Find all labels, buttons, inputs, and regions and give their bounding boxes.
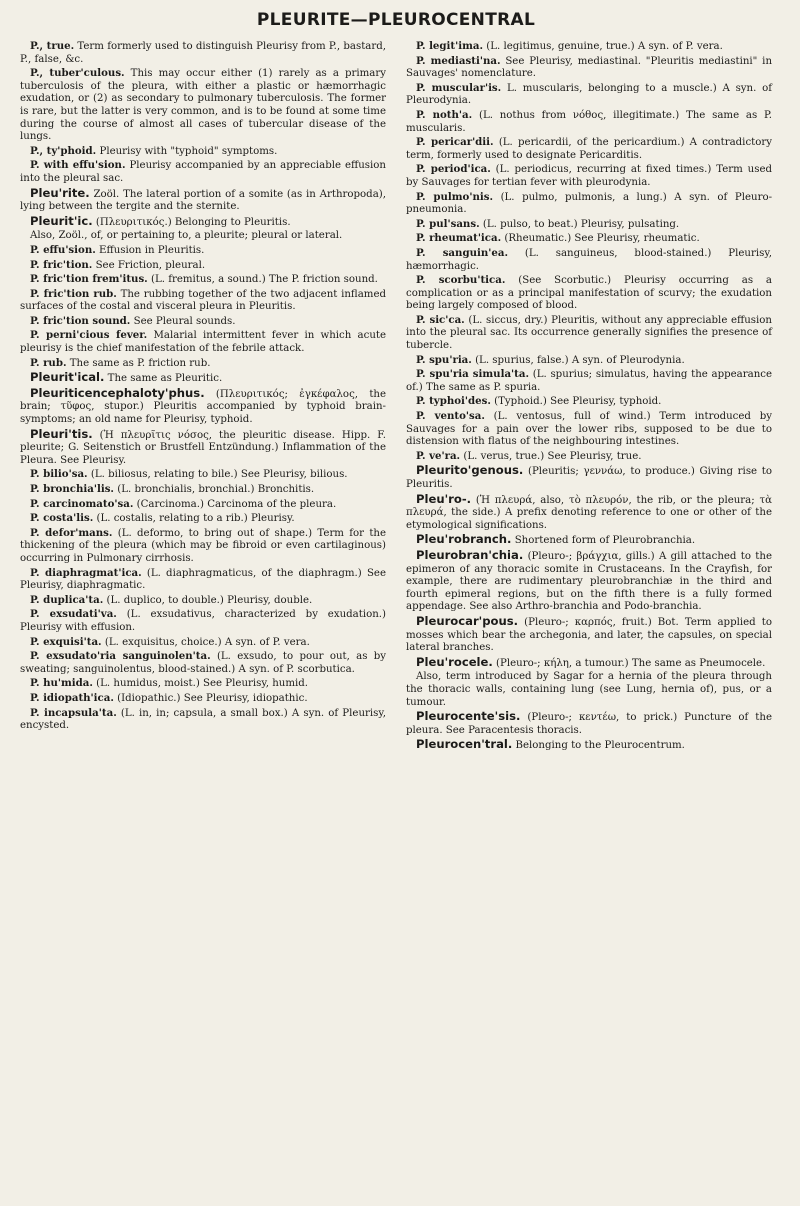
entry-definition: (Pleuro-; κεντέω, to prick.) Puncture of the pleura. See Paracentesis thoracis. <box>406 712 772 736</box>
entry-definition: (L. exquisitus, choice.) A syn. of P. vera. <box>101 636 310 648</box>
entry-definition: (L. pericardii, of the pericardium.) A contradictory term, formerly used to designate Pericarditis. <box>406 137 772 161</box>
entry-definition: This may occur either (1) rarely as a primary tuberculosis of the pleura, with either a plastic or hæmorrhagic exudation, or (2) as secondary to pulmonary tuberculosis. The former is rare, but the latter is very common, and is to be found at some time during the course of almost all cases of tubercular disease of the lungs. <box>20 68 386 143</box>
dictionary-entry <box>20 244 386 258</box>
dictionary-entry <box>406 533 772 548</box>
dictionary-entry <box>406 314 772 353</box>
entry-definition: See Pleurisy, mediastinal. "Pleuritis mediastini" in Sauvages' nomenclature. <box>406 55 772 80</box>
entry-headword: Pleuriticencephaloty'phus. <box>30 385 205 400</box>
entry-headword: P. idiopath'ica. <box>30 691 114 704</box>
dictionary-entry <box>406 232 772 246</box>
entry-headword: P. muscular'is. <box>416 81 502 94</box>
entry-headword: P. perni'cious fever. <box>30 329 148 342</box>
entry-headword: Pleu'rite. <box>30 185 90 200</box>
dictionary-entry <box>406 738 772 753</box>
dictionary-entry <box>406 163 772 189</box>
dictionary-entry <box>20 650 386 676</box>
entry-definition: (Pleuro-; βράγχια, gills.) A gill attached to the epimeron of any thoracic somite in Crustaceans. In the Crayfish, for example, there are rudimentary pleurobranchiæ in the third and fourth epimeral regions, but on the fifth there is a fully formed appendage. See also Arthro-branchia and Podo-branchia. <box>406 550 772 613</box>
entry-definition: Also, term introduced by Sagar for a hernia of the pleura through the thoracic walls, containing lung (see Lung, hernia of), pus, or a tumour. <box>406 671 772 708</box>
entry-headword: P. hu'mida. <box>30 677 93 690</box>
dictionary-entry <box>20 40 386 66</box>
entry-definition: (L. pulso, to beat.) Pleurisy, pulsating. <box>479 218 680 230</box>
dictionary-entry <box>406 218 772 232</box>
entry-headword: P. effu'sion. <box>30 243 96 256</box>
entry-definition: (L. exsudativus, characterized by exudation.) Pleurisy with effusion. <box>20 609 386 633</box>
dictionary-entry <box>406 549 772 614</box>
entry-headword: P. with effu'sion. <box>30 159 126 172</box>
entry-definition: Zoöl. The lateral portion of a somite (as in Arthropoda), lying between the tergite and the sternite. <box>20 188 386 213</box>
entry-headword: P. exsudati'va. <box>30 608 117 621</box>
entry-headword: P. incapsula'ta. <box>30 706 117 719</box>
dictionary-entry <box>20 468 386 482</box>
dictionary-entry <box>20 692 386 706</box>
dictionary-entry <box>406 354 772 368</box>
dictionary-entry <box>406 109 772 135</box>
entry-definition: L. muscularis, belonging to a muscle.) A syn. of Pleurodynia. <box>406 82 773 107</box>
entry-definition: (Πλευριτικός.) Belonging to Pleuritis. <box>92 216 291 228</box>
entry-definition: (L. in, in; capsula, a small box.) A syn. of Pleurisy, encysted. <box>20 707 386 732</box>
entry-definition: (L. duplico, to double.) Pleurisy, double. <box>103 594 313 606</box>
entry-headword: Pleuri'tis. <box>30 426 93 441</box>
dictionary-entry <box>20 288 386 314</box>
entry-headword: Pleu'ro-. <box>416 491 472 506</box>
entry-headword: P. exsudato'ria sanguinolen'ta. <box>30 650 211 663</box>
entry-headword: P. defor'mans. <box>30 526 113 539</box>
entry-headword: P., tuber'culous. <box>30 67 125 80</box>
entry-definition: (Idiopathic.) See Pleurisy, idiopathic. <box>113 692 308 704</box>
entry-definition: The same as Pleuritic. <box>104 373 223 385</box>
dictionary-entry <box>406 710 772 737</box>
entry-headword: P., true. <box>30 40 75 52</box>
dictionary-entry <box>406 615 772 655</box>
dictionary-entry <box>20 483 386 497</box>
dictionary-entry <box>20 636 386 650</box>
entry-headword: P. vento'sa. <box>416 410 485 423</box>
entry-headword: P. fric'tion frem'itus. <box>30 273 148 286</box>
entry-definition: See Friction, pleural. <box>92 259 206 271</box>
dictionary-entry <box>20 145 386 159</box>
entry-definition: Effusion in Pleuritis. <box>95 244 205 256</box>
entry-headword: Pleurit'ic. <box>30 213 93 228</box>
dictionary-entry <box>406 410 772 449</box>
entry-definition: (L. diaphragmaticus, of the diaphragm.) See Pleurisy, diaphragmatic. <box>20 567 386 592</box>
dictionary-entry <box>406 656 772 671</box>
right-column <box>406 40 772 754</box>
dictionary-entry <box>406 493 772 533</box>
entry-definition: (L. humidus, moist.) See Pleurisy, humid. <box>92 678 309 690</box>
entry-headword: P. spu'ria. <box>416 353 472 366</box>
dictionary-entry <box>406 55 772 81</box>
dictionary-entry <box>20 187 386 214</box>
running-head: PLEURITE—PLEUROCENTRAL <box>256 10 536 30</box>
entry-definition: (L. spurius; simulatus, having the appearance of.) The same as P. spuria. <box>406 369 772 393</box>
dictionary-entry <box>20 608 386 634</box>
entry-headword: P. fric'tion sound. <box>30 314 131 327</box>
entry-definition: Also, Zoöl., of, or pertaining to, a pleurite; pleural or lateral. <box>30 230 343 242</box>
entry-definition: (L. pulmo, pulmonis, a lung.) A syn. of Pleuro-pneumonia. <box>406 191 773 216</box>
dictionary-entry <box>20 273 386 287</box>
entry-definition: (Typhoid.) See Pleurisy, typhoid. <box>490 396 662 408</box>
dictionary-entry <box>20 594 386 608</box>
dictionary-entry <box>406 464 772 491</box>
entry-headword: P. costa'lis. <box>30 512 94 525</box>
dictionary-entry <box>406 40 772 54</box>
entry-headword: P. diaphragmat'ica. <box>30 566 142 579</box>
entry-definition: (L. spurius, false.) A syn. of Pleurodynia. <box>471 354 685 366</box>
entry-definition: (Ἡ πλευρά, also, τὸ πλευρόν, the rib, or the pleura; τὰ πλευρά, the side.) A prefix denoting reference to one or other of the etymological significations. <box>406 494 772 531</box>
entry-definition: (L. ventosus, full of wind.) Term introduced by Sauvages for a pain over the lower ribs, supposed to be due to distension with flatus of the neighbouring intestines. <box>406 411 772 448</box>
entry-definition: (L. periodicus, recurring at fixed times.) Term used by Sauvages for tertian fever with pleurodynia. <box>406 164 772 188</box>
entry-headword: P., ty'phoid. <box>30 144 97 157</box>
entry-definition: Term formerly used to distinguish Pleurisy from P., bastard, P., false, &c. <box>20 41 387 65</box>
dictionary-entry <box>20 67 386 144</box>
dictionary-entry <box>20 428 386 468</box>
dictionary-entry <box>406 136 772 162</box>
entry-headword: P. period'ica. <box>416 163 491 176</box>
entry-headword: Pleurobran'chia. <box>416 547 524 562</box>
dictionary-entry <box>406 247 772 273</box>
dictionary-entry <box>20 677 386 691</box>
entry-definition: (L. fremitus, a sound.) The P. friction sound. <box>147 274 378 286</box>
entry-headword: P. rub. <box>30 356 67 369</box>
entry-headword: P. fric'tion rub. <box>30 287 117 300</box>
entry-headword: P. exquisi'ta. <box>30 635 102 648</box>
entry-headword: P. duplica'ta. <box>30 593 104 606</box>
entry-headword: P. pul'sans. <box>416 217 480 230</box>
entry-headword: Pleurit'ical. <box>30 370 105 385</box>
entry-definition: See Pleural sounds. <box>130 315 236 327</box>
entry-headword: P. typhoi'des. <box>416 395 491 408</box>
dictionary-entry <box>20 357 386 371</box>
entry-definition: (Πλευριτικός; ἐγκέφαλος, the brain; τῦφος, stupor.) Pleuritis accompanied by typhoid brain-symptoms; an old name for Pleurisy, typhoid. <box>20 388 386 426</box>
entry-headword: P. sic'ca. <box>416 313 465 326</box>
entry-headword: P. ve'ra. <box>416 449 461 462</box>
entry-headword: P. rheumat'ica. <box>416 232 502 245</box>
left-column <box>20 40 386 754</box>
entry-headword: P. carcinomato'sa. <box>30 497 134 510</box>
entry-definition: Pleurisy with "typhoid" symptoms. <box>96 145 278 157</box>
dictionary-entry <box>20 259 386 273</box>
columns <box>20 40 772 754</box>
dictionary-entry <box>406 395 772 409</box>
entry-headword: P. fric'tion. <box>30 258 93 271</box>
entry-definition: (L. siccus, dry.) Pleuritis, without any appreciable effusion into the pleural sac. Its occurrence generally signifies the presence of tubercle. <box>406 314 772 352</box>
entry-definition: (Pleuro-; καρπός, fruit.) Bot. Term applied to mosses which bear the archegonia, and later, the capsules, on special lateral branches. <box>406 616 772 654</box>
entry-headword: P. mediasti'na. <box>416 54 501 67</box>
dictionary-entry <box>20 315 386 329</box>
entry-definition: (L. sanguineus, blood-stained.) Pleurisy, hæmorrhagic. <box>406 247 772 272</box>
dictionary-entry <box>406 671 772 709</box>
entry-headword: Pleurito'genous. <box>416 463 524 478</box>
entry-definition: (L. deformo, to bring out of shape.) Term for the thickening of the pleura (which may be fibroid or even cartilaginous) occurring in Pulmonary cirrhosis. <box>20 527 387 564</box>
entry-definition: (L. biliosus, relating to bile.) See Pleurisy, bilious. <box>87 469 348 481</box>
entry-definition: (Ἡ πλευρῖτις νόσος, the pleuritic disease. Hipp. F. pleurite; G. Seitenstich or Brustfell Entzündung.) Inflammation of the Pleura. See Pleurisy. <box>20 429 386 466</box>
entry-definition: Pleurisy accompanied by an appreciable effusion into the pleural sac. <box>20 160 386 184</box>
entry-headword: P. pulmo'nis. <box>416 190 494 203</box>
entry-definition: (L. nothus from νόθος, illegitimate.) The same as P. muscularis. <box>406 109 772 134</box>
dictionary-entry <box>20 387 386 427</box>
entry-definition: The same as P. friction rub. <box>66 357 211 369</box>
dictionary-entry <box>406 368 772 394</box>
entry-headword: P. bronchia'lis. <box>30 483 114 495</box>
entry-headword: P. legit'ima. <box>416 40 484 52</box>
dictionary-entry <box>406 191 772 217</box>
entry-definition: (Pleuro-; κήλη, a tumour.) The same as Pneumocele. <box>492 657 766 669</box>
entry-definition: (L. exsudo, to pour out, as by sweating; sanguinolentus, blood-stained.) A syn. of P. scorbutica. <box>20 651 386 675</box>
dictionary-entry <box>406 82 772 108</box>
dictionary-entry <box>20 567 386 593</box>
dictionary-entry <box>20 329 386 355</box>
entry-definition: (L. bronchialis, bronchial.) Bronchitis. <box>113 484 315 495</box>
entry-headword: Pleu'robranch. <box>416 532 512 547</box>
entry-definition: (Pleuritis; γεννάω, to produce.) Giving rise to Pleuritis. <box>406 466 772 490</box>
entry-headword: Pleurocar'pous. <box>416 613 519 628</box>
entry-headword: P. bilio'sa. <box>30 468 88 481</box>
entry-headword: Pleurocen'tral. <box>416 737 513 752</box>
entry-headword: P. noth'a. <box>416 108 473 121</box>
dictionary-entry <box>20 707 386 733</box>
entry-definition: (L. legitimus, genuine, true.) A syn. of P. vera. <box>483 41 723 52</box>
entry-definition: Malarial intermittent fever in which acute pleurisy is the chief manifestation of the febrile attack. <box>20 330 387 355</box>
dictionary-entry <box>20 215 386 230</box>
entry-definition: Belonging to the Pleurocentrum. <box>512 740 685 752</box>
entry-headword: P. scorbu'tica. <box>416 274 506 287</box>
entry-headword: P. pericar'dii. <box>416 136 494 149</box>
entry-definition: (Rheumatic.) See Pleurisy, rheumatic. <box>501 233 700 245</box>
dictionary-entry <box>20 527 386 566</box>
dictionary-entry <box>20 159 386 185</box>
dictionary-entry <box>406 274 772 313</box>
entry-headword: P. spu'ria simula'ta. <box>416 368 530 381</box>
entry-definition: Shortened form of Pleurobranchia. <box>511 535 696 547</box>
entry-definition: The rubbing together of the two adjacent inflamed surfaces of the costal and visceral pleura in Pleuritis. <box>20 288 387 313</box>
dictionary-entry <box>406 450 772 464</box>
entry-definition: (L. costalis, relating to a rib.) Pleurisy. <box>93 513 295 525</box>
entry-definition: (See Scorbutic.) Pleurisy occurring as a complication or as a principal manifestation of scurvy; the exudation being largely composed of blood. <box>406 275 772 312</box>
entry-headword: Pleu'rocele. <box>416 654 493 669</box>
entry-definition: (Carcinoma.) Carcinoma of the pleura. <box>133 498 337 510</box>
dictionary-entry <box>20 512 386 526</box>
entry-definition: (L. verus, true.) See Pleurisy, true. <box>460 450 642 462</box>
dictionary-entry <box>20 498 386 512</box>
dictionary-entry <box>20 371 386 386</box>
entry-headword: Pleurocente'sis. <box>416 709 521 724</box>
entry-headword: P. sanguin'ea. <box>416 246 508 259</box>
dictionary-entry <box>20 230 386 243</box>
